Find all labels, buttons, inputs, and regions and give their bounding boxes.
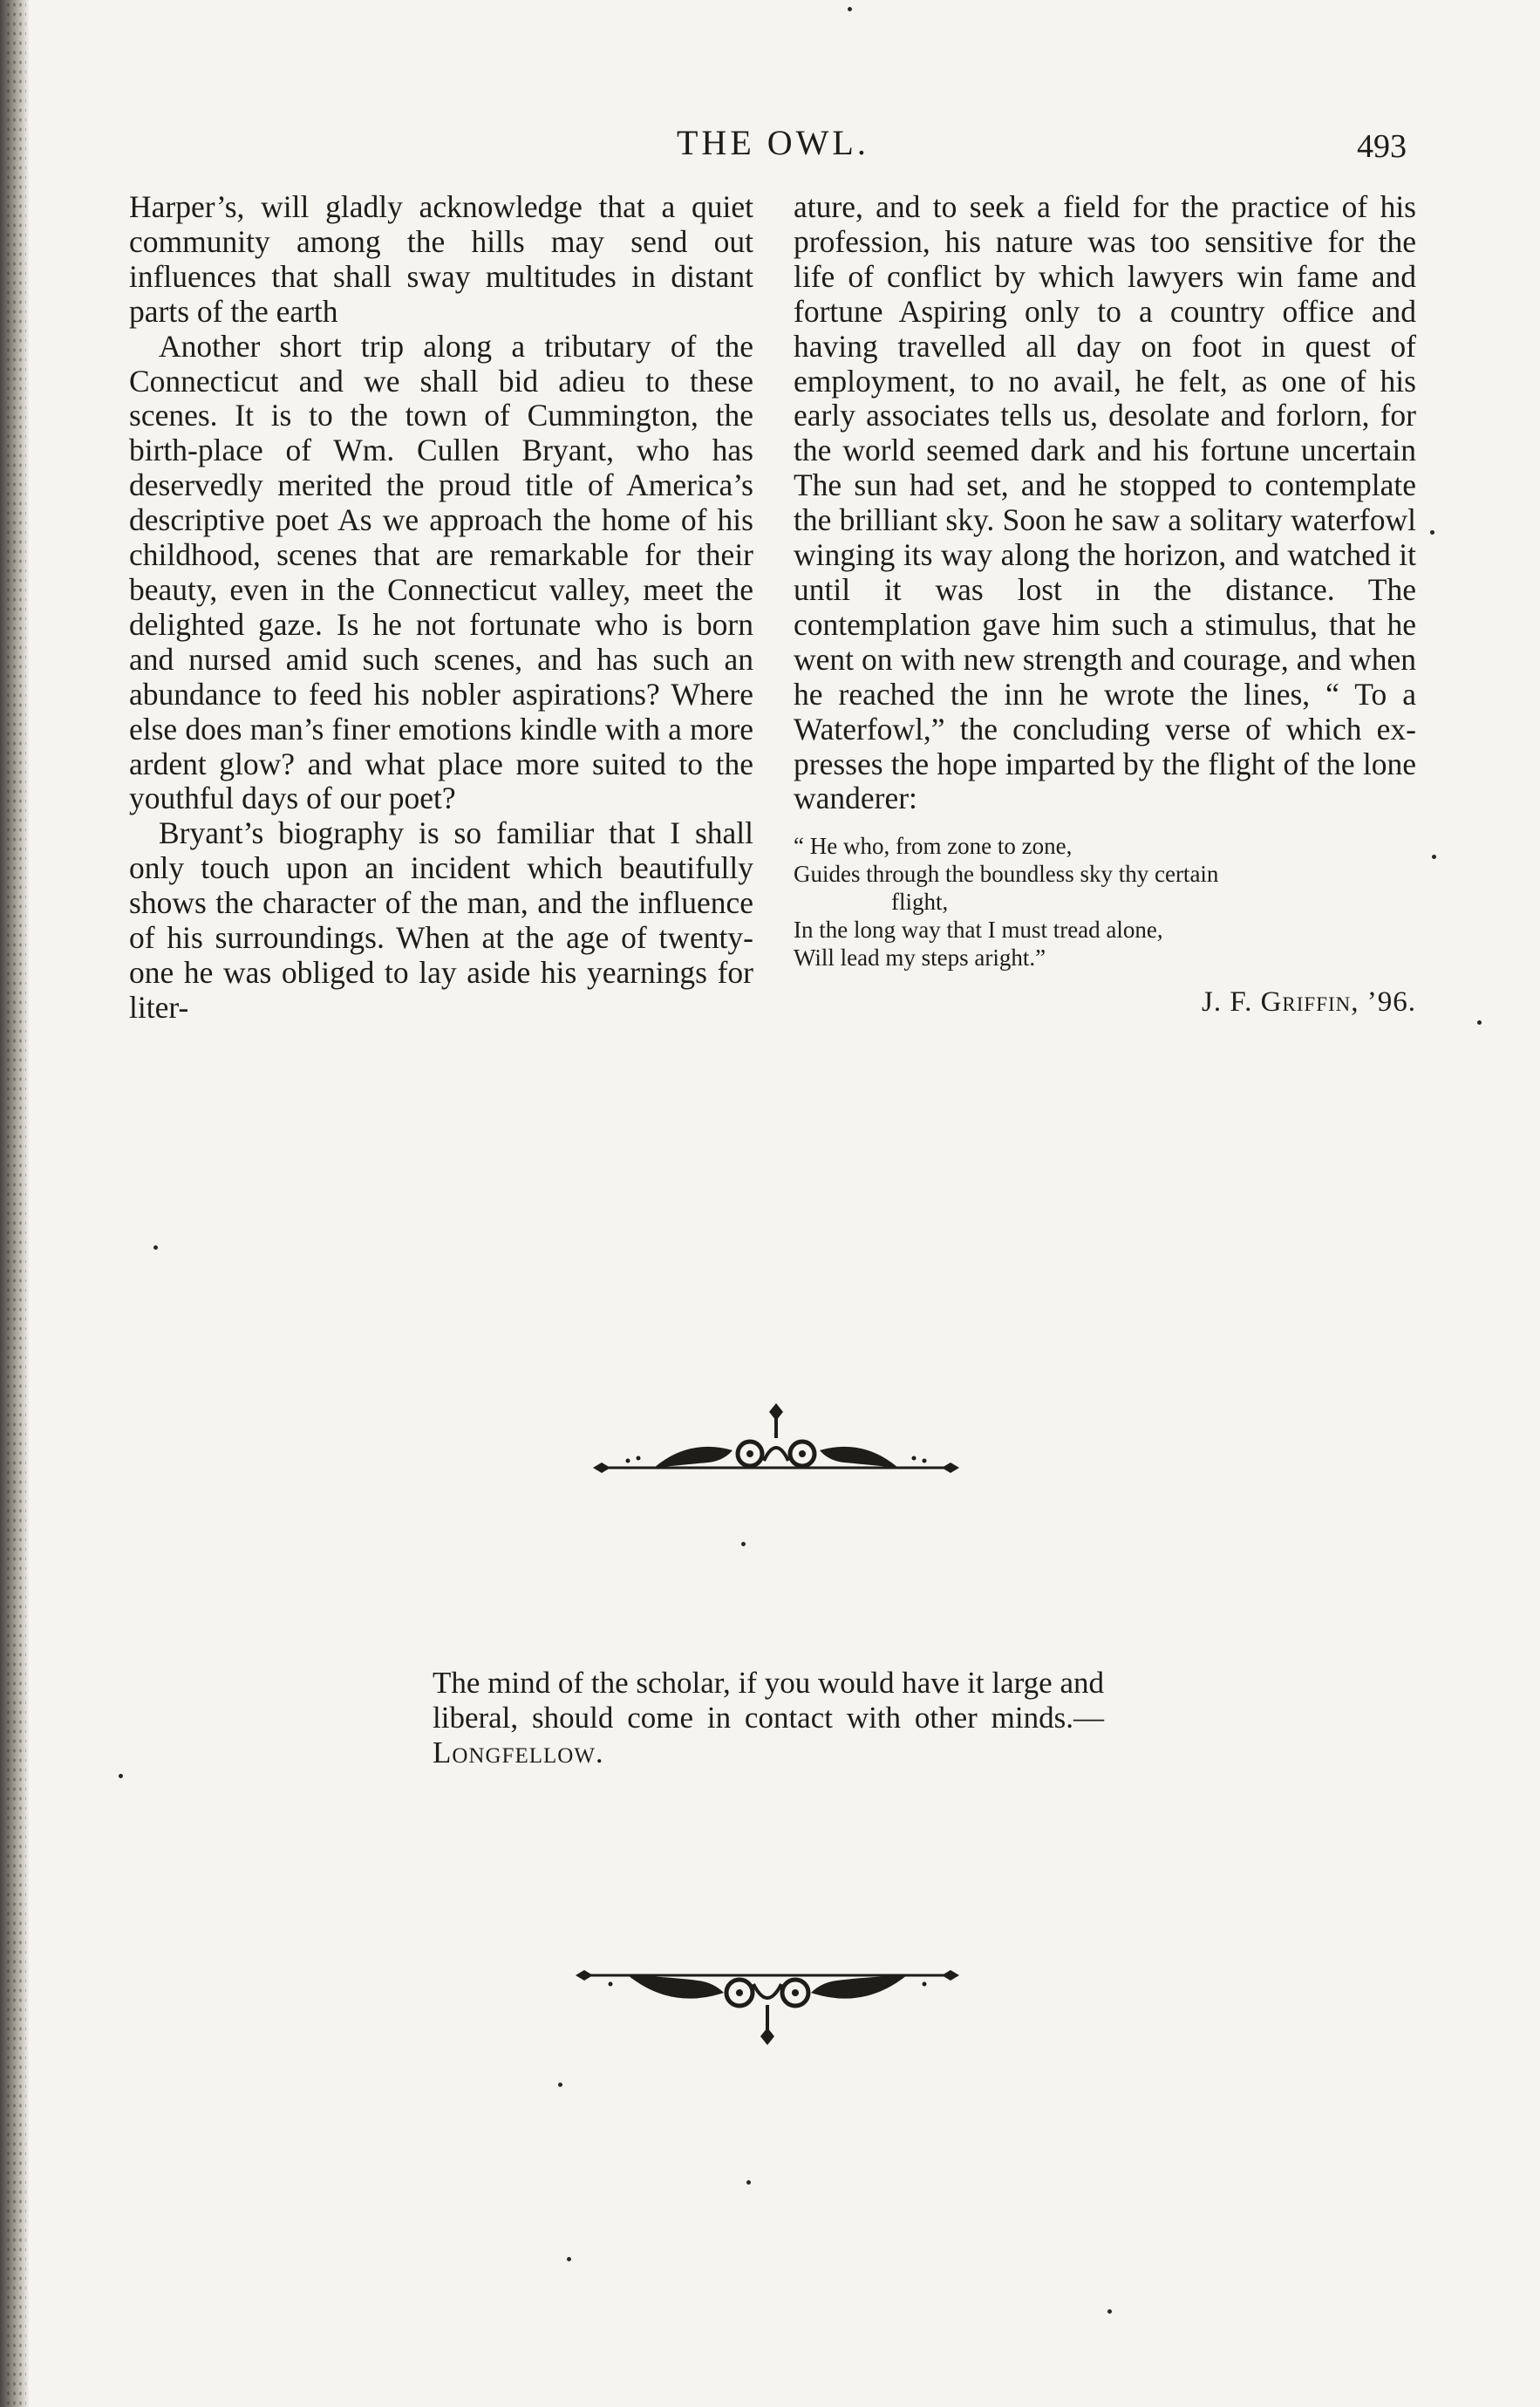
binding-specks bbox=[5, 0, 26, 2407]
ink-speck bbox=[1430, 530, 1434, 535]
upper-ornament-icon bbox=[593, 1400, 959, 1496]
ink-speck bbox=[1107, 2309, 1112, 2314]
ink-speck bbox=[1477, 1020, 1482, 1025]
verse-line: “ He who, from zone to zone, bbox=[794, 833, 1073, 860]
verse-line: In the long way that I must tread alone, bbox=[794, 917, 1163, 944]
paragraph: Bryant’s biography is so familiar that I shall only touch upon an incident which beautifully shows the character of the man, and the influence of his surroundings. When at the age of twenty-one he was obliged to lay aside his yearnings for liter- bbox=[129, 815, 753, 1025]
ink-speck bbox=[746, 2180, 751, 2185]
ink-speck bbox=[558, 2083, 562, 2087]
ink-speck bbox=[567, 2257, 571, 2261]
page-number: 493 bbox=[1357, 128, 1407, 165]
running-title: THE OWL. bbox=[677, 123, 869, 162]
ink-speck bbox=[741, 1542, 746, 1546]
author-signature: J. F. Griffin, ’96. bbox=[1202, 986, 1416, 1019]
right-column bbox=[794, 190, 1416, 1020]
longfellow-quote bbox=[433, 1666, 1104, 1770]
paragraph: ature, and to seek a field for the practice of his profession, his nature was too sensitive for the life of conflict by which lawyers win fame and fortune Aspiring only to a country office and having travelled all day on foot in quest of employment, to no avail, he felt, as one of his early associates tells us, desolate and forlorn, for the world seemed dark and his fortune uncertain The sun had set, and he stopped to contemplate the brilliant sky. Soon he saw a solitary waterfowl winging its way along the horizon, and watched it until it was lost in the distance. The contemplation gave him such a stimulus, that he went on with new strength and courage, and when he reached the inn he wrote the lines, “ To a Waterfowl,” the concluding verse of which expresses the hope imparted by the flight of the lone wanderer: bbox=[794, 189, 1416, 816]
ink-speck bbox=[1432, 855, 1436, 859]
ink-speck bbox=[119, 1774, 123, 1778]
running-head bbox=[0, 122, 1540, 174]
left-column bbox=[129, 190, 753, 1026]
ink-speck bbox=[848, 7, 852, 11]
quote-text: The mind of the scholar, if you would have it large and liberal, should come in contact with other minds.— bbox=[433, 1666, 1104, 1735]
paragraph: Another short trip along a tributary of the Connecticut and we shall bid adieu to these scenes. It is to the town of Cummington, the birth-place of Wm. Cullen Bryant, who has deservedly merited the proud title of America’s descriptive poet As we approach the home of his childhood, scenes that are remarkable for their beauty, even in the Connecticut valley, meet the delighted gaze. Is he not fortunate who is born and nursed amid such scenes, and has such an abundance to feed his nobler aspirations? Where else does man’s finer emotions kindle with a more ardent glow? and what place more suited to the youthful days of our poet? bbox=[129, 328, 753, 816]
quote-author: Longfellow. bbox=[433, 1735, 604, 1769]
verse-quotation bbox=[794, 832, 1416, 972]
verse-line: Guides through the boundless sky thy certain bbox=[794, 861, 1219, 888]
ink-speck bbox=[153, 1245, 158, 1250]
verse-line: flight, bbox=[891, 889, 949, 916]
paragraph: Harper’s, will gladly acknowledge that a quiet community among the hills may send out influences that shall sway multitudes in distant parts of the earth bbox=[129, 189, 753, 329]
lower-ornament-icon bbox=[576, 1949, 959, 2054]
verse-line: Will lead my steps aright.” bbox=[794, 944, 1046, 972]
